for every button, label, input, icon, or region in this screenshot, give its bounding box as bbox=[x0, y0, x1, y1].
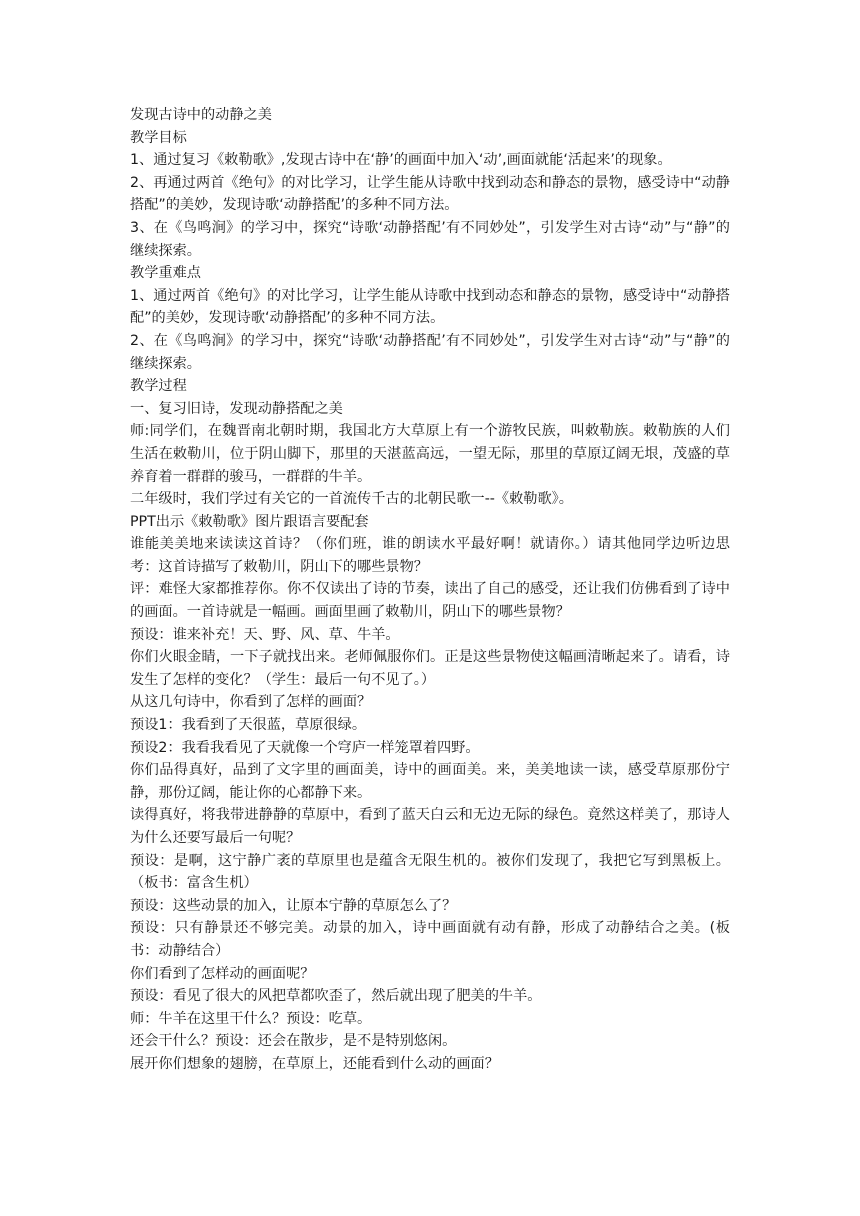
paragraph: 你们品得真好，品到了文字里的画面美，诗中的画面美。来，美美地读一读，感受草原那份宁静，那份辽阔，能让你的心都静下来。 bbox=[130, 762, 730, 801]
section-heading: 教学目标 bbox=[130, 129, 187, 146]
section-heading: 教学重难点 bbox=[130, 265, 201, 282]
paragraph: 还会干什么？预设：还会在散步，是不是特别悠闲。 bbox=[130, 1033, 457, 1050]
paragraph: 1、通过两首《绝句》的对比学习，让学生能从诗歌中找到动态和静态的景物，感受诗中“动静搭配”的美妙，发现诗歌‘动静搭配’的多种不同方法。 bbox=[130, 287, 730, 327]
paragraph: 评：难怪大家都推荐你。你不仅读出了诗的节奏，读出了自己的感受，还让我们仿佛看到了诗中的画面。一首诗就是一幅画。画面里画了敕勒川，阴山下的哪些景物？ bbox=[130, 581, 730, 621]
paragraph: 师：牛羊在这里干什么？预设：吃草。 bbox=[130, 1010, 372, 1027]
paragraph: 预设：谁来补充！天、野、风、草、牛羊。 bbox=[130, 626, 400, 643]
paragraph: PPT出示《敕勒歌》图片跟语言要配套 bbox=[130, 513, 369, 530]
paragraph: 从这几句诗中，你看到了怎样的画面？ bbox=[130, 694, 372, 711]
paragraph: 二年级时，我们学过有关它的一首流传千古的北朝民歌一--《敕勒歌》。 bbox=[130, 491, 573, 508]
paragraph: 预设：只有静景还不够完美。动景的加入，诗中画面就有动有静，形成了动静结合之美。(板书：动静结合） bbox=[130, 920, 730, 959]
paragraph: 展开你们想象的翅膀，在草原上，还能看到什么动的画面？ bbox=[130, 1055, 499, 1072]
paragraph: 预设1：我看到了天很蓝，草原很绿。 bbox=[130, 717, 367, 734]
paragraph: 读得真好，将我带进静静的草原中，看到了蓝天白云和无边无际的绿色。竟然这样美了，那诗人为什么还要写最后一句呢？ bbox=[130, 807, 730, 846]
paragraph: 你们火眼金睛，一下子就找出来。老师佩服你们。正是这些景物使这幅画清晰起来了。请看，诗发生了怎样的变化？（学生：最后一句不见了。） bbox=[130, 649, 730, 688]
paragraph: 你们看到了怎样动的画面呢？ bbox=[130, 965, 315, 982]
paragraph: 3、在《鸟鸣涧》的学习中，探究“诗歌‘动静搭配’有不同妙处”，引发学生对古诗“动”与“静”的继续探索。 bbox=[130, 219, 730, 259]
paragraph: 预设2：我看我看见了天就像一个穹庐一样笼罩着四野。 bbox=[130, 739, 480, 756]
document-page bbox=[130, 104, 730, 1076]
paragraph: 预设：是啊，这宁静广袤的草原里也是蕴含无限生机的。被你们发现了，我把它写到黑板上。（板书：富含生机） bbox=[130, 852, 730, 892]
document-title: 发现古诗中的动静之美 bbox=[130, 107, 272, 123]
paragraph: 预设：这些动景的加入，让原本宁静的草原怎么了？ bbox=[130, 897, 457, 914]
paragraph: 谁能美美地来读读这首诗？（你们班，谁的朗读水平最好啊！就请你。）请其他同学边听边思考：这首诗描写了敕勒川，阴山下的哪些景物？ bbox=[130, 536, 730, 575]
paragraph: 预设：看见了很大的风把草都吹歪了，然后就出现了肥美的牛羊。 bbox=[130, 988, 542, 1005]
paragraph: 2、再通过两首《绝句》的对比学习，让学生能从诗歌中找到动态和静态的景物，感受诗中“动静搭配”的美妙，发现诗歌‘动静搭配’的多种不同方法。 bbox=[130, 174, 730, 214]
paragraph: 师:同学们，在魏晋南北朝时期，我国北方大草原上有一个游牧民族，叫敕勒族。敕勒族的人们生活在敕勒川，位于阴山脚下，那里的天湛蓝高远，一望无际，那里的草原辽阔无垠，茂盛的草养育着一群群的骏马，一群群的牛羊。 bbox=[130, 423, 730, 485]
paragraph: 2、在《鸟鸣涧》的学习中，探究“诗歌‘动静搭配’有不同妙处”，引发学生对古诗“动”与“静”的继续探索。 bbox=[130, 332, 730, 372]
sub-heading: 一、复习旧诗，发现动静搭配之美 bbox=[130, 400, 343, 417]
section-heading: 教学过程 bbox=[130, 378, 187, 395]
paragraph: 1、通过复习《敕勒歌》,发现古诗中在‘静’的画面中加入‘动’,画面就能‘活起来’的现象。 bbox=[130, 152, 672, 169]
